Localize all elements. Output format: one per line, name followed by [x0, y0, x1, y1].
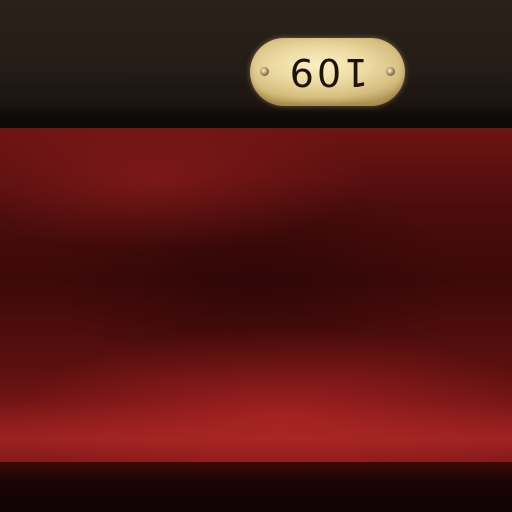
seat-number-plate: [250, 38, 405, 106]
velvet-highlight: [0, 400, 512, 470]
seat-bottom-edge: [0, 462, 512, 512]
seat-number: 109: [286, 50, 369, 94]
